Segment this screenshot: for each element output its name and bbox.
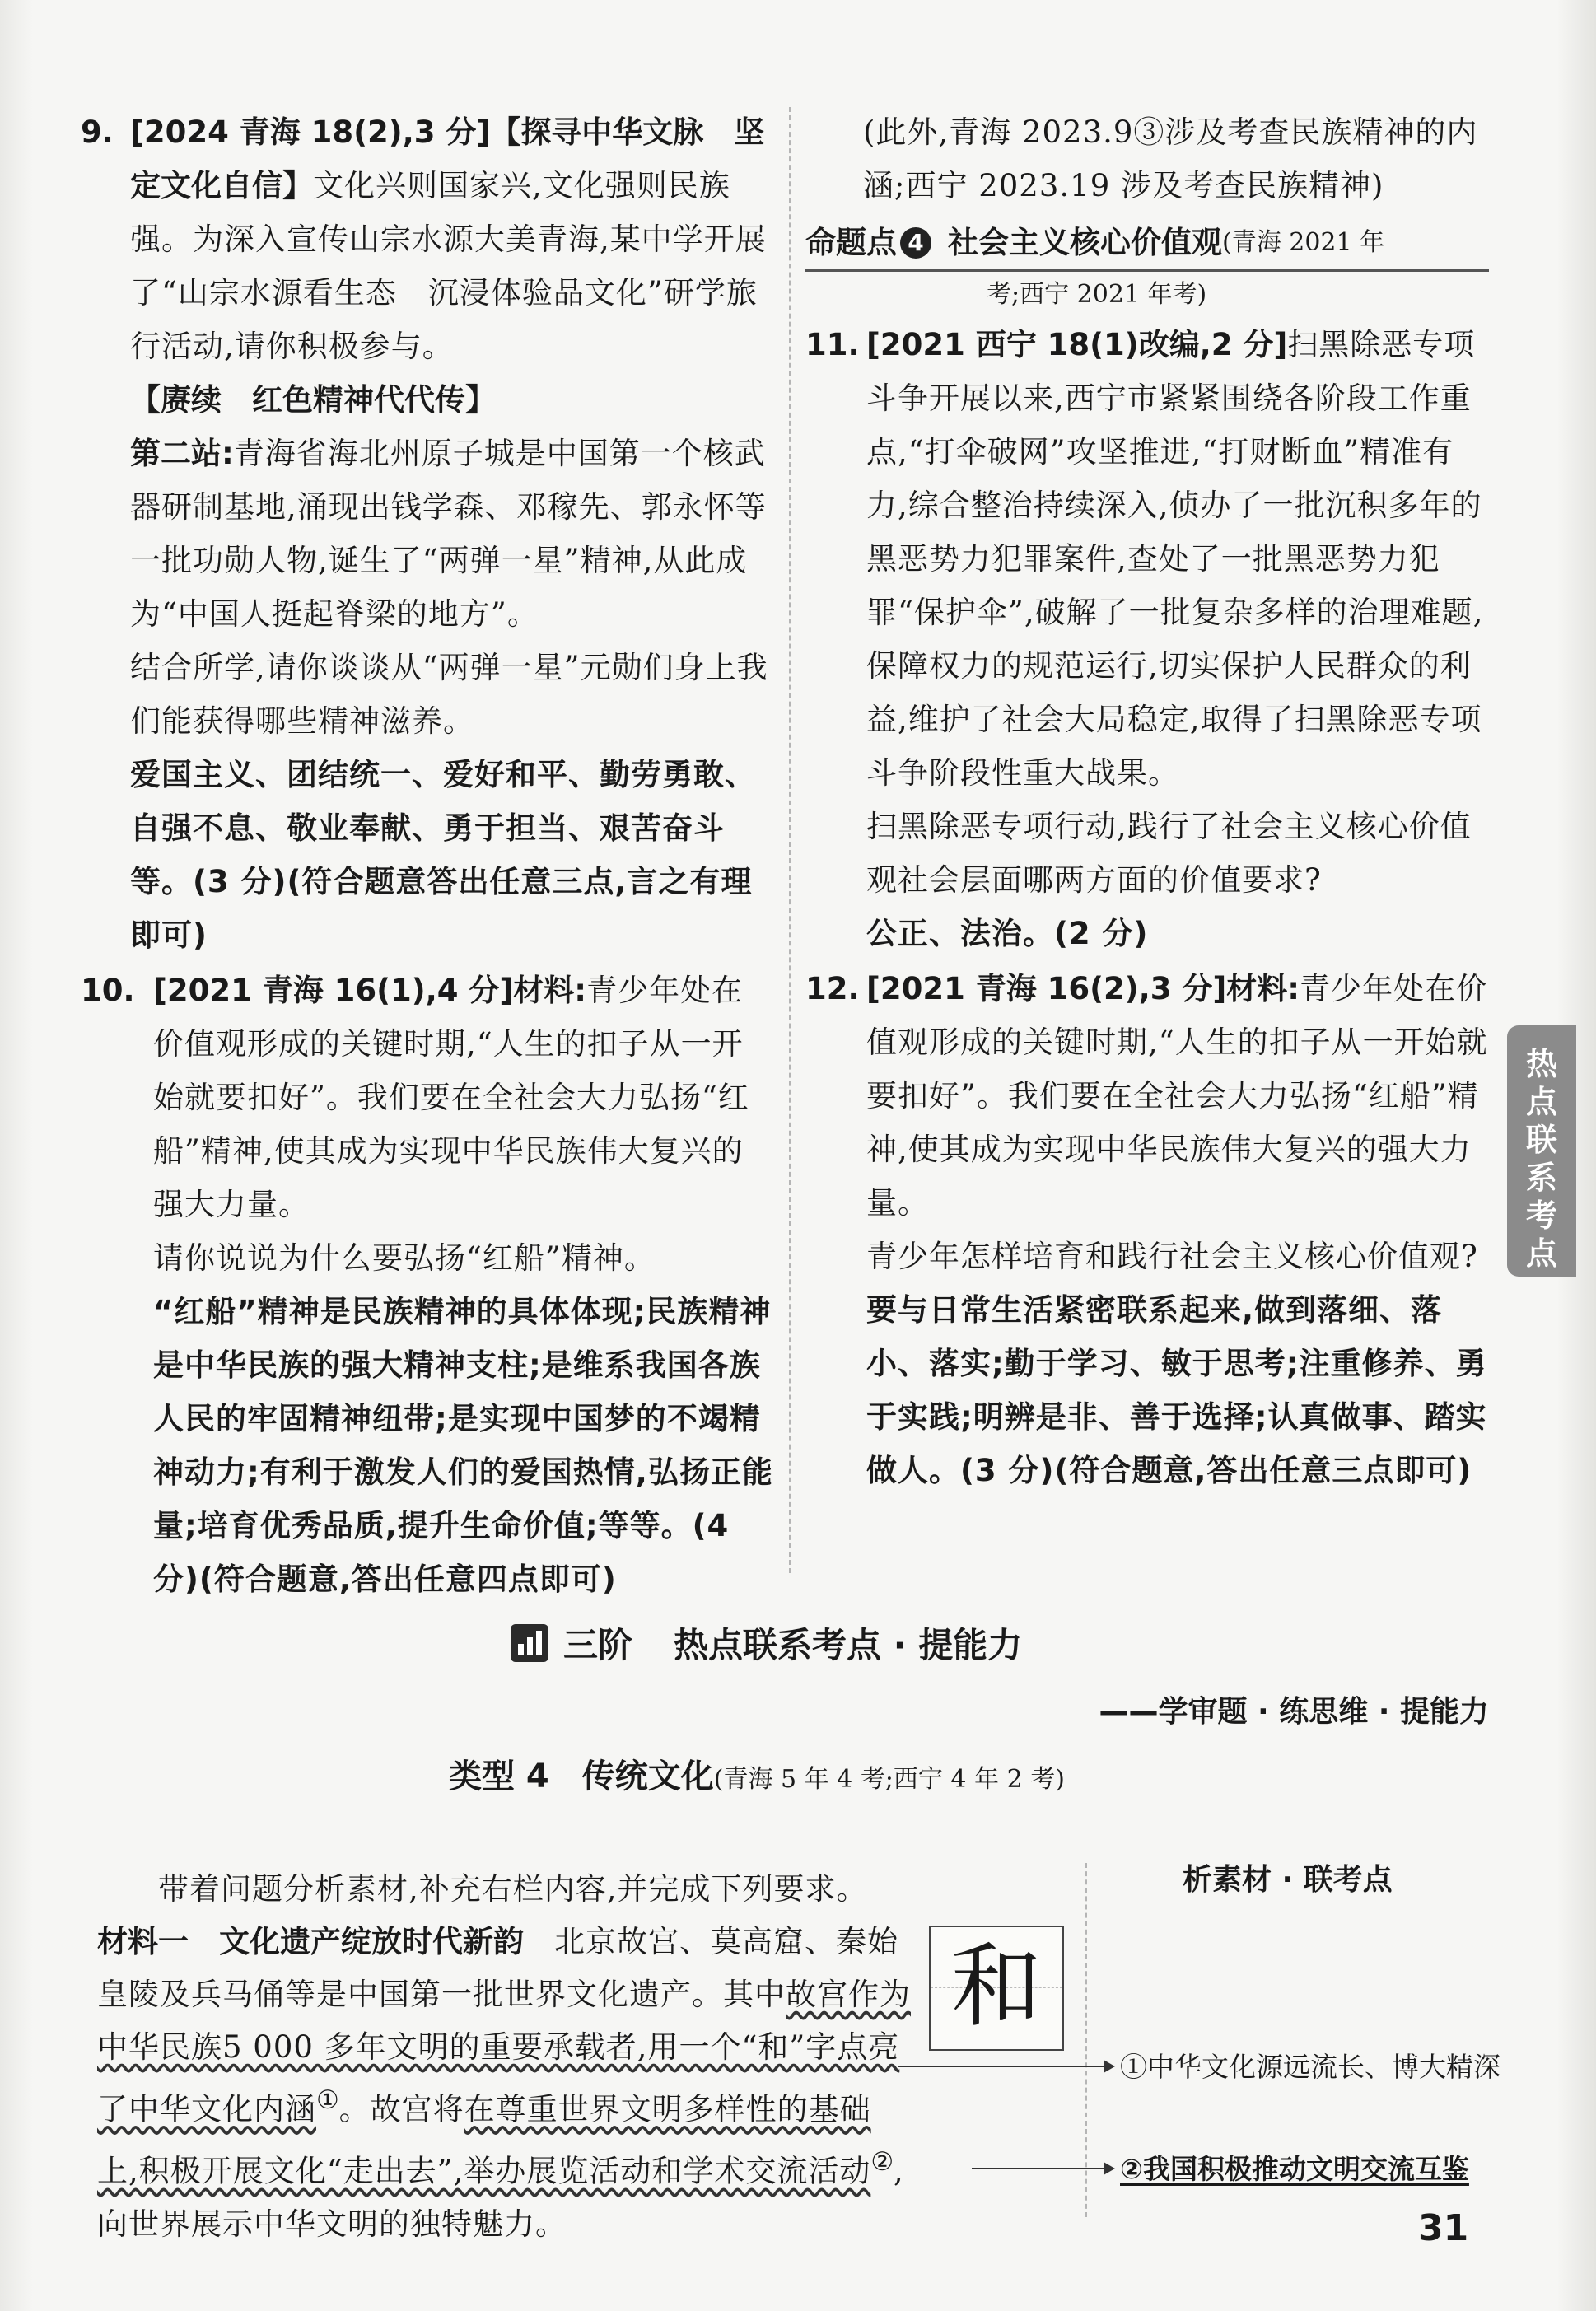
column-divider	[789, 107, 791, 1573]
answer: 爱国主义、团结统一、爱好和平、勤劳勇敢、自强不息、敬业奉献、勇于担当、艰苦奋斗等。(3 分)(符合题意答出任意三点,言之有理即可)	[130, 757, 756, 953]
section-heading	[511, 1618, 1022, 1668]
type-scope: (青海 5 年 4 考;西宁 4 年 2 考)	[713, 1765, 1065, 1794]
proposition-scope-cont: 考;西宁 2021 年考)	[987, 280, 1207, 309]
material-text: 。故宫将	[338, 2091, 464, 2127]
annotation-mark: ②	[870, 2147, 894, 2178]
proposition-label: 命题点	[805, 225, 897, 260]
panel-divider	[1085, 1863, 1087, 2217]
answer: “红船”精神是民族精神的具体体现;民族精神是中华民族的强大精神支柱;是维系我国各族人民的牢固精神纽带;是实现中国梦的不竭精神动力;有利于激发人们的爱国热情,弘扬正能量;培育优秀品质,提升生命价值;等等。(4 分)(符合题意,答出任意四点即可)	[153, 1294, 773, 1597]
proposition-scope: (青海 2021 年	[1222, 228, 1385, 257]
arrow-1	[898, 2066, 1113, 2067]
left-column	[81, 105, 774, 1606]
he-character: 和	[951, 1934, 1042, 2039]
section-stage: 三阶	[563, 1625, 633, 1665]
material-text: 北京故宫、莫高窟、秦始皇陵及兵马俑等是中国第一批世界文化遗产。其中	[97, 1924, 898, 2012]
side-tab-char: 点	[1525, 1084, 1557, 1120]
question-number: 12.	[805, 971, 860, 1006]
question-number: 10.	[81, 973, 135, 1008]
proposition-heading	[805, 216, 1489, 272]
question-prompt: 青少年怎样培育和践行社会主义核心价值观?	[866, 1239, 1478, 1274]
extra-note: (此外,青海 2023.9③涉及考查民族精神的内涵;西宁 2023.19 涉及考查民族精神)	[863, 114, 1478, 203]
proposition-badge: 4	[900, 227, 931, 259]
side-tab-char: 考	[1525, 1198, 1557, 1234]
question-source: [2021 青海 16(2),3 分]材料:	[866, 971, 1300, 1006]
right-column	[805, 105, 1489, 1497]
question-source: [2021 西宁 18(1)改编,2 分]	[866, 327, 1288, 362]
he-character-box	[929, 1926, 1064, 2051]
page-number: 31	[1418, 2207, 1469, 2249]
question-text: 扫黑除恶专项斗争开展以来,西宁市紧紧围绕各阶段工作重点,“打伞破网”攻坚推进,“打财断血”精准有力,综合整治持续深入,侦办了一批沉积多年的黑恶势力犯罪案件,查处了一批黑恶势力犯罪“保护伞”,破解了一批复杂多样的治理难题,保障权力的规范运行,切实保护人民群众的利益,维护了社会大局稳定,取得了扫黑除恶专项斗争阶段性重大战果。	[866, 327, 1484, 791]
side-tab-char: 热	[1525, 1046, 1557, 1082]
section-subtitle: ——学审题 · 练思维 · 提能力	[1099, 1695, 1489, 1729]
question-prompt: 结合所学,请你谈谈从“两弹一星”元勋们身上我们能获得哪些精神滋养。	[130, 650, 768, 739]
side-tab-char: 联	[1525, 1122, 1557, 1158]
question-12	[805, 962, 1489, 1497]
question-text: 文化兴则国家兴,文化强则民族强。为深入宣传山宗水源大美青海,某中学开展了“山宗水源看生态 沉浸体验品文化”研学旅行活动,请你积极参与。	[130, 168, 767, 364]
proposition-title: 社会主义核心价值观	[948, 225, 1222, 260]
material-underlined-1: 故宫作为中华民族5 000 多年文明的重要承载者,用一个“和”字点亮了中华文化内涵	[97, 1977, 911, 2127]
material-label: 材料一 文化遗产绽放时代新韵	[97, 1924, 524, 1959]
question-text: 青少年处在价值观形成的关键时期,“人生的扣子从一开始就要扣好”。我们要在全社会大力弘扬“红船”精神,使其成为实现中华民族伟大复兴的强大力量。	[866, 971, 1488, 1221]
arrow-2	[972, 2168, 1113, 2169]
station-label: 第二站:	[130, 436, 234, 471]
type-heading	[449, 1750, 1065, 1797]
question-source: [2024 青海 18(2),3 分]【探寻中华文脉 坚定文化自信】	[130, 114, 765, 203]
bar-chart-icon	[511, 1624, 548, 1662]
material-intro: 带着问题分析素材,补充右栏内容,并完成下列要求。	[158, 1871, 868, 1907]
type-label: 类型 4 传统文化	[449, 1758, 714, 1795]
question-10	[81, 964, 774, 1606]
annotation-mark: ①	[316, 2085, 339, 2115]
answer: 要与日常生活紧密联系起来,做到落细、落小、落实;勤于学习、敏于思考;注重修养、勇于实践;明辨是非、善于选择;认真做事、踏实做人。(3 分)(符合题意,答出任意三点即可)	[866, 1292, 1487, 1488]
section-title: 热点联系考点 · 提能力	[674, 1625, 1023, 1665]
question-number: 9.	[81, 114, 114, 150]
question-prompt: 扫黑除恶专项行动,践行了社会主义核心价值观社会层面哪两方面的价值要求?	[866, 809, 1472, 898]
question-number: 11.	[805, 327, 860, 362]
material-underlined-2: 在尊重世界文明多样性的基础上,积极开展文化“走出去”,举办展览活动和学术交流活动	[97, 2091, 871, 2189]
question-text: 青少年处在价值观形成的关键时期,“人生的扣子从一开始就要扣好”。我们要在全社会大力弘扬“红船”精神,使其成为实现中华民族伟大复兴的强大力量。	[153, 973, 749, 1222]
answer: 公正、法治。(2 分)	[866, 916, 1149, 951]
side-tab-char: 系	[1525, 1160, 1557, 1196]
side-tab-char: 点	[1525, 1235, 1557, 1272]
question-prompt: 请你说说为什么要弘扬“红船”精神。	[153, 1240, 656, 1276]
material-text: ,向世界展示中华文明的独特魅力。	[97, 2153, 904, 2242]
side-tab	[1507, 1025, 1576, 1277]
question-9	[81, 105, 774, 962]
material-block	[97, 1863, 1069, 2251]
panel-note-1: ①中华文化源远流长、博大精深	[1120, 2051, 1500, 2083]
station-text: 青海省海北州原子城是中国第一个核武器研制基地,涌现出钱学森、邓稼先、郭永怀等一批功勋人物,诞生了“两弹一星”精神,从此成为“中国人挺起脊梁的地方”。	[130, 436, 767, 632]
question-source: [2021 青海 16(1),4 分]材料:	[153, 973, 587, 1008]
panel-note-2: ②我国积极推动文明交流互鉴	[1120, 2153, 1469, 2185]
question-11	[805, 318, 1489, 960]
material-paragraph	[97, 1916, 1069, 2251]
subheading: 【赓续 红色精神代代传】	[130, 382, 496, 418]
panel-title: 析素材 · 联考点	[1183, 1863, 1393, 1897]
